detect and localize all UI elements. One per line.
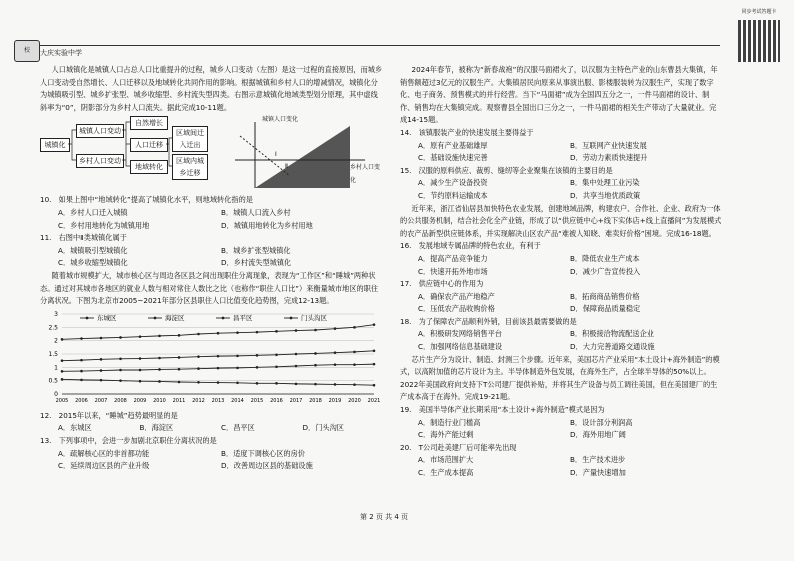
q20-opt-a[interactable]: A．市场范围扩大 [418,455,474,465]
q17-stem: 17. 供应链中心的作用为 [400,279,484,289]
x-tick-label: 2021 [367,397,381,404]
y-tick-label: 2.5 [48,324,58,332]
legend-label: 东城区 [97,313,117,322]
node-migration: 人口迁移 [130,138,168,152]
q14-opt-b[interactable]: B．互联网产业快速发展 [570,140,647,150]
jobs-housing-chart [40,310,384,408]
series-point-0 [61,338,64,341]
q16-opt-b[interactable]: B．降低农业生产成本 [570,253,640,263]
node-inter: 区域间迁入迁出 [172,126,208,152]
x-tick-label: 2018 [309,397,322,404]
x-tick-label: 2008 [114,397,127,404]
q20-stem: 20. T公司赴美建厂后可能率先出现 [400,442,517,452]
q16-opt-a[interactable]: A．提高产品竞争能力 [418,253,488,263]
x-tick-label: 2010 [153,397,166,404]
right-column [400,64,722,480]
series-point-3 [61,378,64,381]
q18-opt-c[interactable]: C．加强网络信息基础建设 [418,342,503,352]
series-point-3 [236,381,239,384]
q16-options [418,253,722,278]
series-point-1 [373,349,376,352]
q10-options [58,207,384,232]
q19-opt-b[interactable]: B．设计部分利润高 [570,417,633,427]
school-logo: 校 [14,40,40,62]
q18-stem: 18. 为了保障农产品顺利外销，目前该县最需要做的是 [400,316,577,326]
type-chart-ylabel: 城镇人口变化 [262,116,299,124]
series-point-2 [256,366,259,369]
q13-opt-c[interactable]: C．延续周边区县的产业升级 [58,461,150,471]
series-point-3 [119,379,122,382]
series-point-3 [256,382,259,385]
intro-19-21: 芯片生产分为设计、制造、封测三个步骤。近年来，美国芯片产业采用“本土设计+海外制造”的模式，以高附加值的芯片设计为主。半导体制造外包发展，在海外生产，占全球半导体的50%以上。2022年美国政府向支持下T公司建厂提供补贴，并将其生产设备与员工调往美国，但在美国建厂的生产成本高于在海外。完成19-21题。 [400,354,720,402]
mark-1: Ⅰ [275,151,277,159]
header-rule [40,45,720,46]
series-point-1 [100,358,103,361]
series-point-3 [197,381,200,384]
left-column [40,64,384,473]
series-point-1 [353,350,356,353]
series-point-1 [256,354,259,357]
series-point-2 [119,368,122,371]
q17-opt-c[interactable]: C．压低农产品收购价格 [418,304,495,314]
q17-options [418,291,722,316]
series-point-2 [373,363,376,366]
q14-opt-d[interactable]: D．劳动力素质快速提升 [570,153,648,163]
q15-opt-b[interactable]: B．集中处理工业污染 [570,178,640,188]
y-tick-label: 3 [54,310,58,318]
q13-options [58,448,384,473]
type-chart-xlabel: 乡村人口变化 [350,164,381,184]
series-point-1 [119,357,122,360]
x-tick-label: 2012 [192,397,205,404]
q10-stem: 10. 如果上图中“地域转化”提高了城镇化水平，则地域转化指的是 [40,195,253,205]
q17-opt-b[interactable]: B．拓商商品销售价格 [570,291,640,301]
q17-opt-a[interactable]: A．确保农产品产地稳产 [418,291,495,301]
legend-marker [222,316,225,319]
q14-opt-c[interactable]: C．基础设施快速完善 [418,153,488,163]
q15-options [418,177,722,202]
y-tick-label: 0 [54,390,58,398]
series-point-0 [100,336,103,339]
series-point-0 [158,334,161,337]
line-chart [40,310,384,408]
series-point-1 [334,351,337,354]
q12-options [58,422,384,435]
x-tick-label: 2016 [270,397,283,404]
series-point-3 [178,380,181,383]
intro-16-18: 近年来，浙江省仙居县加快特色农业发展，创建地域品牌，构建农户、合作社、企业、政府为一体的公共服务机制，结合社会化全产业链，形成了以“供应链中心+线下实体店+线上直播间”为发展模式的农产品新型供应链体系，并实现解决山区农产品“难被人知晓、难卖好价格”困境。完成16-18题。 [400,203,722,238]
x-tick-label: 2006 [75,397,88,404]
q18-opt-b[interactable]: B．积极接洽物流配送企业 [570,329,654,339]
y-tick-label: 1.5 [48,350,58,358]
q14-opt-a[interactable]: A．原有产业基础雄厚 [418,140,488,150]
series-point-0 [373,323,376,326]
series-point-0 [119,336,122,339]
series-point-3 [80,378,83,381]
series-point-3 [139,380,142,383]
q11-opt-d[interactable]: D．乡村流失型城镇化 [221,258,292,268]
mark-2: Ⅱ [285,163,288,171]
q11-opt-c[interactable]: C．城乡收缩型城镇化 [58,258,128,268]
series-point-0 [178,334,181,337]
series-point-0 [256,331,259,334]
q20-opt-c[interactable]: C．生产成本提高 [418,468,474,477]
legend-label: 门头沟区 [301,313,327,322]
series-point-0 [353,326,356,329]
y-tick-label: 2 [54,337,58,345]
series-point-1 [275,353,278,356]
node-natural: 自然增长 [130,116,168,130]
x-tick-label: 2019 [328,397,342,404]
series-point-2 [158,368,161,371]
series-point-0 [295,329,298,332]
x-tick-label: 2013 [211,397,225,404]
q11-opt-b[interactable]: B．城乡扩张型城镇化 [221,245,291,255]
q19-opt-c[interactable]: C．海外产能过剩 [418,430,474,440]
series-point-1 [158,356,161,359]
series-point-0 [197,332,200,335]
q15-opt-a[interactable]: A．减少生产设备投资 [418,178,488,188]
q20-opt-d[interactable]: D．产量快速增加 [570,468,626,477]
series-point-2 [295,364,298,367]
qr-code-icon [738,20,780,62]
node-root: 城镇化 [40,138,70,152]
q19-opt-d[interactable]: D．海外用地广阔 [570,430,626,440]
q10-opt-b[interactable]: B．城镇人口流入乡村 [221,207,291,217]
q18-opt-d[interactable]: D．大力完善道路交通设施 [570,342,655,352]
q16-opt-d[interactable]: D．减少广告宣传投入 [570,266,641,276]
series-point-2 [217,367,220,370]
x-tick-label: 2011 [172,397,186,404]
urbanization-diagram [40,116,384,192]
series-point-3 [334,383,337,386]
legend-marker [154,316,157,319]
q12-opt-c[interactable]: C．昌平区 [221,423,255,433]
series-point-2 [178,368,181,371]
intro-10-11: 人口城镇化是城镇人口占总人口比重提升的过程，城乡人口变动（左图）是这一过程的直接原因，而城乡人口变动受自然增长、人口迁移以及地域转化共同作用的影响。根据城镇和乡村人口的增减情况，城镇化分为城镇吸引型、城乡扩张型、城乡收缩型、乡村流失型四类。右图示意城镇化地域类型划分原理，其中虚线斜率为“0”，阴影部分为乡村人口流失。据此完成10-11题。 [40,65,383,112]
q19-stem: 19. 美国半导体产业长期采用“本土设计+海外制造”模式是因为 [400,405,605,415]
series-point-1 [61,359,64,362]
legend-label: 海淀区 [165,313,185,322]
series-point-0 [139,335,142,338]
q18-opt-a[interactable]: A．积极研发网络销售平台 [418,329,502,339]
series-point-2 [314,364,317,367]
q20-options [418,454,722,479]
q13-stem: 13. 下列事项中，会进一步加剧北京职住分离状况的是 [40,435,217,445]
series-point-0 [80,337,83,340]
q17-opt-d[interactable]: D．保障商品质量稳定 [570,304,641,314]
school-name: 大庆实验中学 [40,49,82,57]
q18-options [418,328,722,353]
series-point-1 [178,356,181,359]
series-point-2 [80,369,83,372]
x-tick-label: 2009 [133,397,147,404]
series-point-0 [334,327,337,330]
intro-12-13: 随着城市规模扩大，城市核心区与周边各区县之间出现职住分离现象，表现为“工作区”和“睡城”两种状态。通过对其城市各地区的就业人数与相对常住人数比之比（也称作“职住人口比”）来衡量城市地区的职住分离状况。下图为北京市2005~2021年部分区县职住人口比值变化趋势图，完成12-13题。 [40,270,379,306]
q15-stem: 15. 汉服的原料供应、裁剪、缝纫等企业聚集在该镇的主要目的是 [400,165,613,175]
series-point-2 [139,368,142,371]
q12-opt-d[interactable]: D．门头沟区 [302,423,344,433]
node-land: 地域转化 [130,160,168,174]
series-point-3 [275,382,278,385]
series-point-0 [314,328,317,331]
q10-opt-c[interactable]: C．乡村用地转化为城镇用地 [58,220,150,230]
series-point-0 [275,330,278,333]
series-point-3 [295,382,298,385]
series-point-2 [334,363,337,366]
x-tick-label: 2020 [348,397,361,404]
q13-opt-b[interactable]: B．适度下调核心区的房价 [221,448,305,458]
q20-opt-b[interactable]: B．生产技术进步 [570,455,626,465]
q10-opt-a[interactable]: A．乡村人口迁入城镇 [58,207,128,217]
q19-options [418,417,722,442]
x-tick-label: 2017 [289,397,303,404]
node-rural: 乡村人口变动 [76,154,124,168]
q15-opt-c[interactable]: C．节约原料运输成本 [418,190,488,200]
series-point-3 [217,381,220,384]
q11-options [58,245,384,270]
series-point-3 [100,379,103,382]
legend-label: 昌平区 [233,313,253,322]
series-point-1 [217,355,220,358]
series-point-1 [236,354,239,357]
legend-marker [86,316,89,319]
series-point-3 [353,383,356,386]
qr-label: 同步考试答题卡 [741,9,777,15]
legend-marker [290,316,293,319]
series-point-3 [373,384,376,387]
series-point-2 [61,370,64,373]
series-point-2 [197,367,200,370]
page-number: 第 2 页 共 4 页 [360,513,409,521]
series-point-0 [217,332,220,335]
q16-opt-c[interactable]: C．快速开拓外地市场 [418,266,488,276]
series-point-2 [236,366,239,369]
series-point-0 [236,331,239,334]
series-point-1 [197,355,200,358]
series-point-3 [314,383,317,386]
series-point-1 [295,352,298,355]
y-tick-label: 1 [54,364,58,372]
y-tick-label: 0.5 [48,377,58,385]
q13-opt-a[interactable]: A．疏解核心区的非首都功能 [58,448,150,458]
q11-opt-a[interactable]: A．城镇吸引型城镇化 [58,245,128,255]
series-point-2 [100,369,103,372]
q13-opt-d[interactable]: D．改善周边区县的基础设施 [221,461,313,471]
x-tick-label: 2015 [250,397,264,404]
series-point-3 [158,380,161,383]
x-tick-label: 2007 [94,397,108,404]
intro-14-15: 2024年春节，被称为“新春战袍”的汉服马面裙火了，以汉服为主特色产业的山东曹县大集镇，年销售额超过3亿元的汉服生产。大集镇居民向原来从事演出服、影楼服装转为汉服生产，实现了数字化、电子商务、预售模式的并行经营。当下“马面裙”成为全国四五分之一，一件马面裙的设计、制作、销售均在大集镇完成。观察曹县全国出口三分之一，一件马面裙的相关生产带动了大量就业。完成14-15题。 [400,65,718,125]
q12-opt-a[interactable]: A．东城区 [58,423,92,433]
q11-stem: 11. 右图中Ⅱ类城镇化属于 [40,233,127,243]
x-tick-label: 2005 [55,397,69,404]
q12-opt-b[interactable]: B．海淀区 [139,423,174,433]
q15-opt-d[interactable]: D．共享当地优质政策 [570,190,641,200]
diagram-connectors [40,116,220,192]
q10-opt-d[interactable]: D．城镇用地转化为乡村用地 [221,220,313,230]
node-urban: 城镇人口变动 [76,124,124,138]
series-point-1 [80,359,83,362]
q14-stem: 14. 该镇服装产业的快速发展主要得益于 [400,127,534,137]
q14-options [418,140,722,165]
q16-stem: 16. 发展地域专属品牌的特色农业，有利于 [400,241,541,251]
series-point-2 [353,363,356,366]
q12-stem: 12. 2015年以来，“睡城”趋势最明显的是 [40,410,178,420]
series-point-2 [275,365,278,368]
node-intra: 区域内城乡迁移 [172,154,208,180]
series-point-1 [139,357,142,360]
x-tick-label: 2014 [231,397,244,404]
series-point-1 [314,352,317,355]
q19-opt-a[interactable]: A．制造行业门槛高 [418,417,481,427]
